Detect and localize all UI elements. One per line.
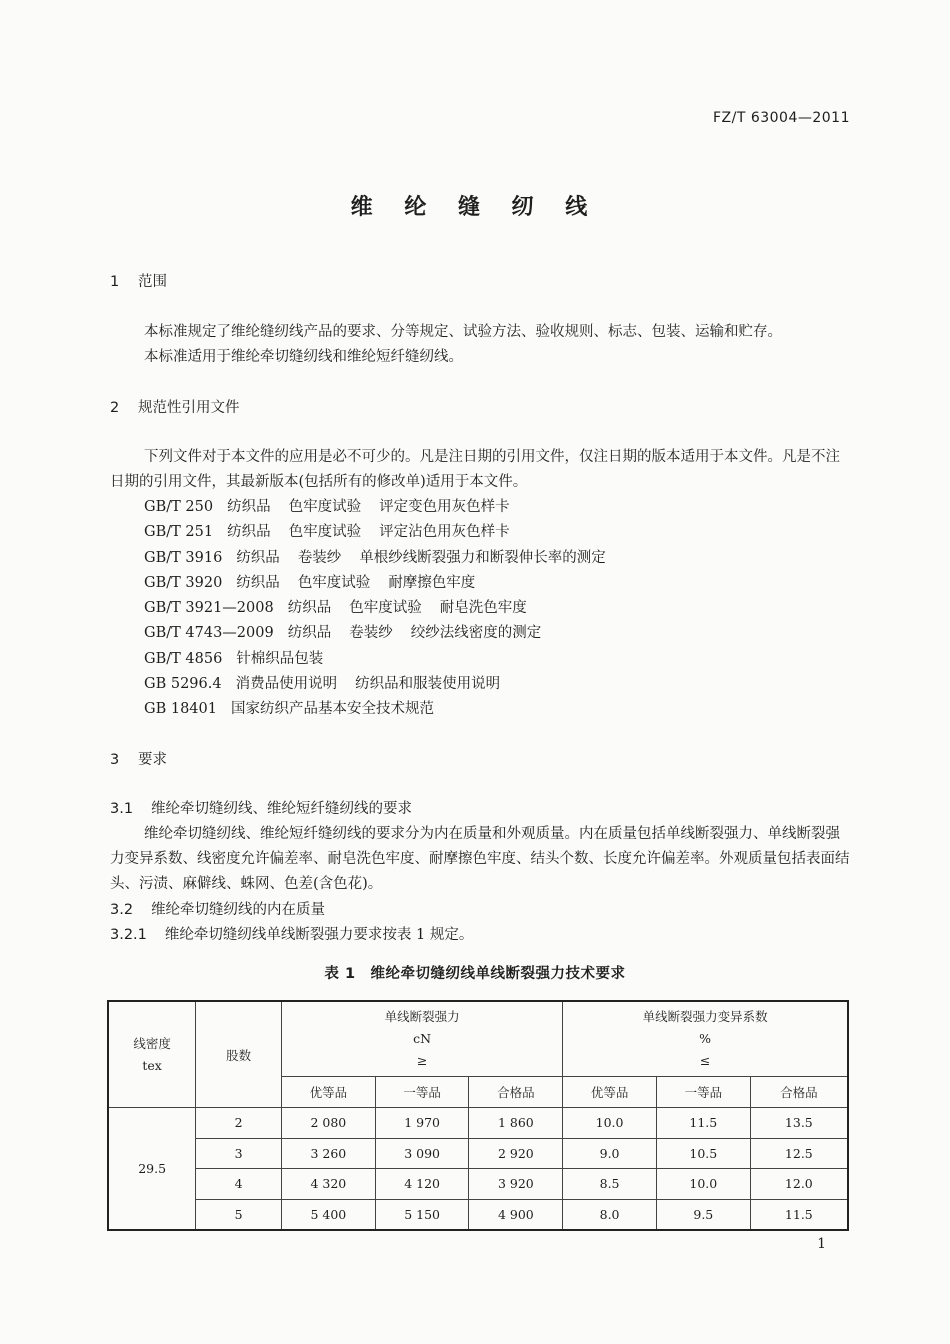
plies-cell: 4 <box>196 1169 282 1200</box>
reference-item <box>144 596 624 621</box>
clause-title: 维纶牵切缝纫线的内在质量 <box>151 902 326 918</box>
density-cell: 29.5 <box>108 1108 196 1231</box>
value-cell: 1 860 <box>469 1108 563 1139</box>
reference-item <box>144 621 624 646</box>
section-number: 3 <box>110 752 120 768</box>
column-header-plies: 股数 <box>196 1001 282 1108</box>
reference-part: 绞纱法线密度的测定 <box>410 625 542 642</box>
value-cell: 8.0 <box>563 1199 657 1230</box>
reference-item <box>144 672 624 697</box>
reference-part: 纺织品 <box>236 574 280 591</box>
reference-code: GB/T 251 <box>144 524 214 541</box>
value-cell: 5 400 <box>282 1199 376 1230</box>
clause-3-2-heading <box>110 898 325 923</box>
section-1-paragraph-2: 本标准适用于维纶牵切缝纫线和维纶短纤缝纫线。 <box>144 349 463 365</box>
value-cell: 3 090 <box>375 1138 469 1169</box>
value-cell: 9.0 <box>563 1138 657 1169</box>
table-row <box>108 1199 848 1230</box>
section-number: 2 <box>110 400 120 416</box>
value-cell: 8.5 <box>563 1169 657 1200</box>
reference-code: GB 18401 <box>144 701 217 718</box>
grade-header: 一等品 <box>656 1077 750 1108</box>
group-unit: % <box>699 1031 712 1046</box>
plies-cell: 2 <box>196 1108 282 1139</box>
value-cell: 4 120 <box>375 1169 469 1200</box>
value-cell: 2 080 <box>282 1108 376 1139</box>
value-cell: 3 920 <box>469 1169 563 1200</box>
column-group-cv <box>563 1001 848 1077</box>
value-cell: 5 150 <box>375 1199 469 1230</box>
table-1-caption: 表 1 维纶牵切缝纫线单线断裂强力技术要求 <box>324 966 626 982</box>
reference-part: 色牢度试验 <box>288 499 362 515</box>
reference-part: 耐皂洗色牢度 <box>439 600 527 617</box>
value-cell: 9.5 <box>656 1199 750 1230</box>
standard-code: FZ/T 63004—2011 <box>712 110 850 126</box>
reference-part: 纺织品 <box>236 549 280 566</box>
reference-part: 单根纱线断裂强力和断裂伸长率的测定 <box>359 549 606 566</box>
value-cell: 4 320 <box>282 1169 376 1200</box>
grade-header: 优等品 <box>282 1077 376 1108</box>
reference-code: GB/T 4856 <box>144 650 223 667</box>
value-cell: 3 260 <box>282 1138 376 1169</box>
reference-part: 纺织品 <box>227 499 271 515</box>
reference-item <box>144 697 624 722</box>
reference-part: 色牢度试验 <box>349 600 422 617</box>
section-title: 范围 <box>138 274 167 290</box>
plies-cell: 3 <box>196 1138 282 1169</box>
reference-item <box>144 647 624 672</box>
group-name: 单线断裂强力 <box>384 1009 460 1024</box>
column-group-breaking-strength <box>282 1001 563 1077</box>
header-text: 线密度 <box>133 1035 171 1051</box>
reference-part: 国家纺织产品基本安全技术规范 <box>230 701 434 718</box>
reference-part: 耐摩擦色牢度 <box>388 574 476 591</box>
table-1 <box>107 1000 849 1231</box>
value-cell: 10.0 <box>563 1108 657 1139</box>
clause-title: 维纶牵切缝纫线单线断裂强力要求按表 1 规定。 <box>164 927 474 943</box>
section-1-paragraph-1: 本标准规定了维纶缝纫线产品的要求、分等规定、试验方法、验收规则、标志、包装、运输和贮存。 <box>144 324 782 340</box>
table-row <box>108 1138 848 1169</box>
reference-part: 色牢度试验 <box>297 574 371 591</box>
section-1-heading <box>110 270 167 291</box>
grade-header: 合格品 <box>750 1077 848 1108</box>
group-symbol: ≤ <box>699 1053 711 1068</box>
value-cell: 1 970 <box>375 1108 469 1139</box>
section-title: 要求 <box>138 752 167 768</box>
section-title: 规范性引用文件 <box>138 400 240 416</box>
clause-number: 3.1 <box>110 801 134 817</box>
table-row <box>108 1108 848 1139</box>
value-cell: 12.5 <box>750 1138 848 1169</box>
grade-header: 一等品 <box>375 1077 469 1108</box>
reference-code: GB/T 4743—2009 <box>144 625 274 642</box>
reference-part: 评定变色用灰色样卡 <box>379 499 510 515</box>
value-cell: 10.5 <box>656 1138 750 1169</box>
clause-3-1-heading <box>110 797 412 822</box>
group-name: 单线断裂强力变异系数 <box>642 1009 768 1024</box>
reference-item <box>144 571 624 596</box>
section-2-intro: 下列文件对于本文件的应用是必不可少的。凡是注日期的引用文件，仅注日期的版本适用于本文件。凡是不注日期的引用文件，其最新版本(包括所有的修改单)适用于本文件。 <box>110 449 840 490</box>
reference-part: 评定沾色用灰色样卡 <box>379 524 510 541</box>
page-number: 1 <box>817 1236 826 1252</box>
clause-number: 3.2.1 <box>110 927 147 943</box>
reference-part: 纺织品 <box>287 600 332 617</box>
reference-item <box>144 495 624 520</box>
reference-part: 纺织品 <box>227 524 271 541</box>
section-3-heading <box>110 748 167 769</box>
reference-part: 纺织品 <box>287 625 332 642</box>
section-2-heading <box>110 396 240 417</box>
value-cell: 11.5 <box>750 1199 848 1230</box>
document-title: 维 纶 缝 纫 线 <box>350 195 600 220</box>
group-unit: cN <box>413 1031 432 1046</box>
reference-part: 卷装纱 <box>349 625 393 642</box>
value-cell: 13.5 <box>750 1108 848 1139</box>
clause-number: 3.2 <box>110 902 134 918</box>
plies-cell: 5 <box>196 1199 282 1230</box>
reference-part: 消费品使用说明 <box>235 676 338 693</box>
reference-code: GB/T 3921—2008 <box>144 600 274 617</box>
grade-header: 优等品 <box>563 1077 657 1108</box>
value-cell: 2 920 <box>469 1138 563 1169</box>
reference-part: 针棉织品包装 <box>236 650 324 667</box>
reference-part: 色牢度试验 <box>288 524 362 541</box>
header-unit: tex <box>142 1057 162 1073</box>
reference-code: GB/T 250 <box>144 499 214 515</box>
clause-3-2-1-heading <box>110 923 473 948</box>
reference-part: 卷装纱 <box>297 549 342 566</box>
value-cell: 10.0 <box>656 1169 750 1200</box>
reference-item <box>144 546 624 571</box>
table-row <box>108 1169 848 1200</box>
reference-code: GB/T 3920 <box>144 574 223 591</box>
clause-title: 维纶牵切缝纫线、维纶短纤缝纫线的要求 <box>151 801 413 817</box>
value-cell: 12.0 <box>750 1169 848 1200</box>
group-symbol: ≥ <box>416 1053 428 1068</box>
reference-code: GB 5296.4 <box>144 676 222 693</box>
value-cell: 11.5 <box>656 1108 750 1139</box>
reference-item <box>144 520 624 545</box>
column-header-density <box>108 1001 196 1108</box>
clause-3-1-text: 维纶牵切缝纫线、维纶短纤缝纫线的要求分为内在质量和外观质量。内在质量包括单线断裂强力、单线断裂强力变异系数、线密度允许偏差率、耐皂洗色牢度、耐摩擦色牢度、结头个数、长度允许偏差率。外观质量包括表面结头、污渍、麻僻线、蛛网、色差(含色花)。 <box>110 826 850 892</box>
section-number: 1 <box>110 274 120 290</box>
grade-header: 合格品 <box>469 1077 563 1108</box>
reference-code: GB/T 3916 <box>144 549 223 566</box>
value-cell: 4 900 <box>469 1199 563 1230</box>
normative-reference-list <box>144 495 624 723</box>
reference-part: 纺织品和服装使用说明 <box>355 676 501 693</box>
